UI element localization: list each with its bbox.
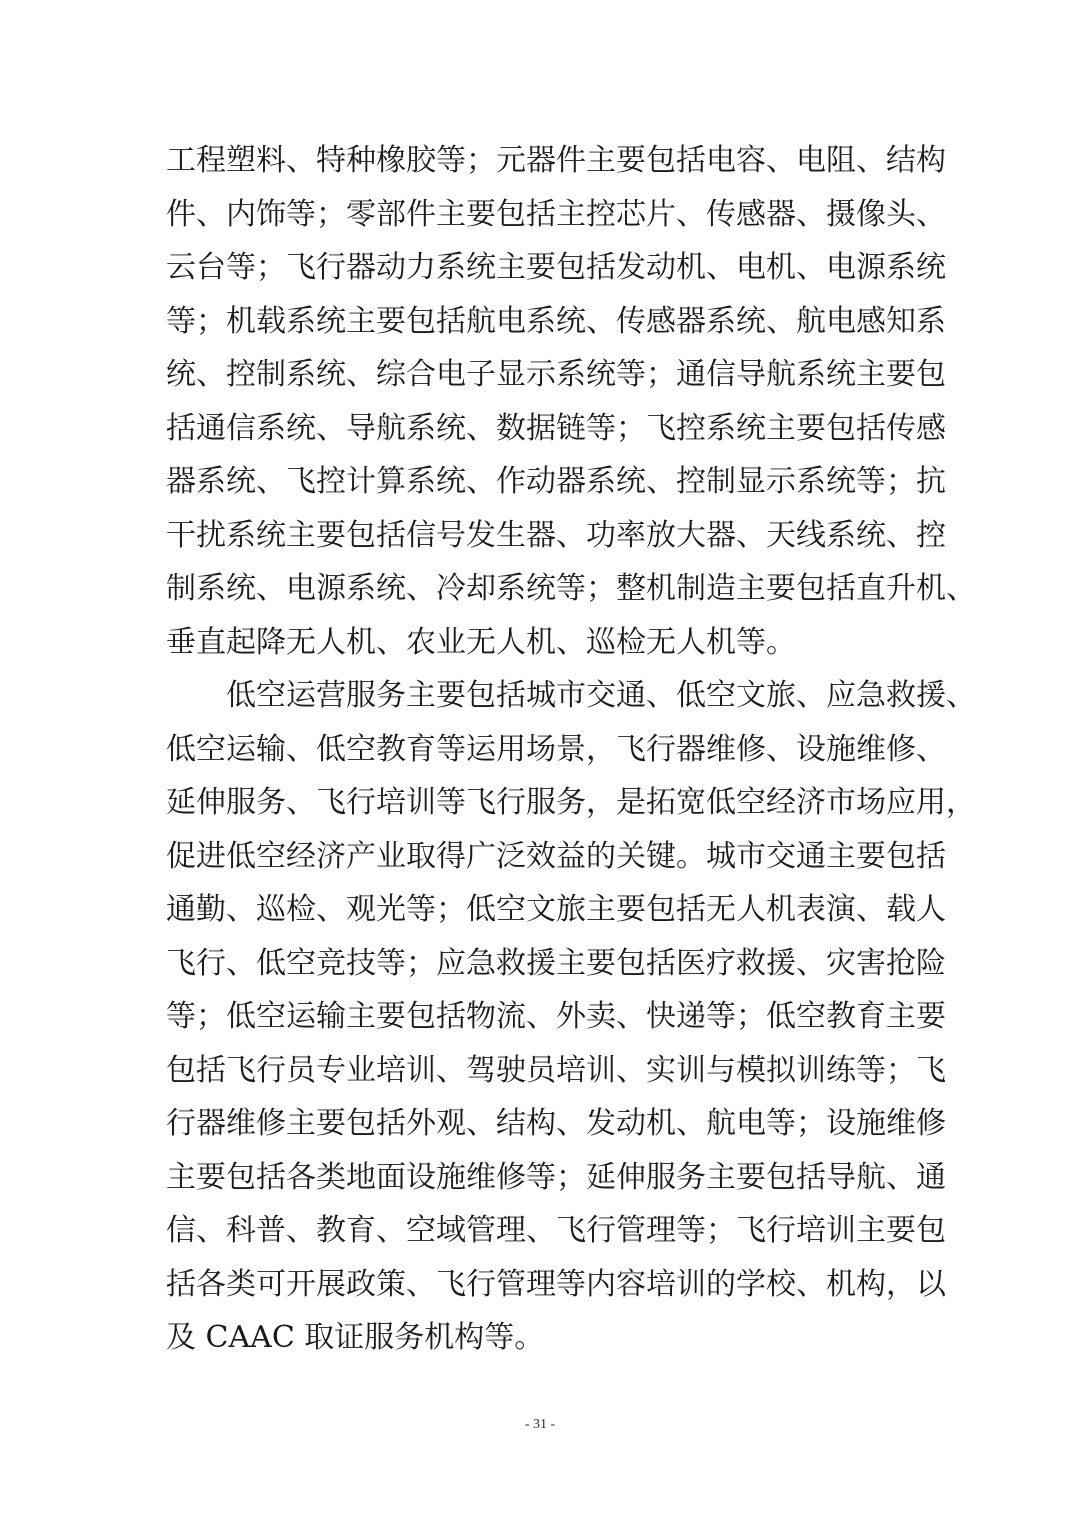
text-line: 包括飞行员专业培训、驾驶员培训、实训与模拟训练等；飞 [166,1052,946,1088]
text-line: 等；机载系统主要包括航电系统、传感器系统、航电感知系 [166,303,946,339]
text-line: 云台等；飞行器动力系统主要包括发动机、电机、电源系统 [166,250,946,285]
text-line: 飞行、低空竞技等；应急救援主要包括医疗救援、灾害抢险 [166,945,946,981]
text-line: 促进低空经济产业取得广泛效益的关键。城市交通主要包括 [166,838,946,874]
paragraph-first-line: 低空运营服务主要包括城市交通、低空文旅、应急救援、 [226,678,976,713]
page-number: - 31 - [524,1417,556,1432]
text-line: 低空运输、低空教育等运用场景，飞行器维修、设施维修、 [166,731,946,767]
text-line: 括通信系统、导航系统、数据链等；飞控系统主要包括传感 [166,410,946,446]
text-line: 制系统、电源系统、冷却系统等；整机制造主要包括直升机、 [166,571,976,606]
text-line: 干扰系统主要包括信号发生器、功率放大器、天线系统、控 [166,517,946,553]
text-line: 括各类可开展政策、飞行管理等内容培训的学校、机构，以 [166,1266,946,1302]
text-line: 工程塑料、特种橡胶等；元器件主要包括电容、电阻、结构 [166,143,946,178]
text-line: 器系统、飞控计算系统、作动器系统、控制显示系统等；抗 [166,464,946,499]
text-line: 等；低空运输主要包括物流、外卖、快递等；低空教育主要 [166,999,946,1034]
text-line: 行器维修主要包括外观、结构、发动机、航电等；设施维修 [166,1106,946,1141]
text-line: 延伸服务、飞行培训等飞行服务，是拓宽低空经济市场应用， [166,785,976,820]
text-line: 通勤、巡检、观光等；低空文旅主要包括无人机表演、载人 [166,892,946,927]
text-line: 信、科普、教育、空域管理、飞行管理等；飞行培训主要包 [166,1213,946,1248]
text-line: 统、控制系统、综合电子显示系统等；通信导航系统主要包 [166,357,946,392]
text-line: 件、内饰等；零部件主要包括主控芯片、传感器、摄像头、 [166,196,946,232]
text-line: 及 CAAC 取证服务机构等。 [166,1320,545,1355]
text-line: 主要包括各类地面设施维修等；延伸服务主要包括导航、通 [166,1159,946,1195]
text-line: 垂直起降无人机、农业无人机、巡检无人机等。 [166,624,796,660]
body-text [166,134,976,1365]
